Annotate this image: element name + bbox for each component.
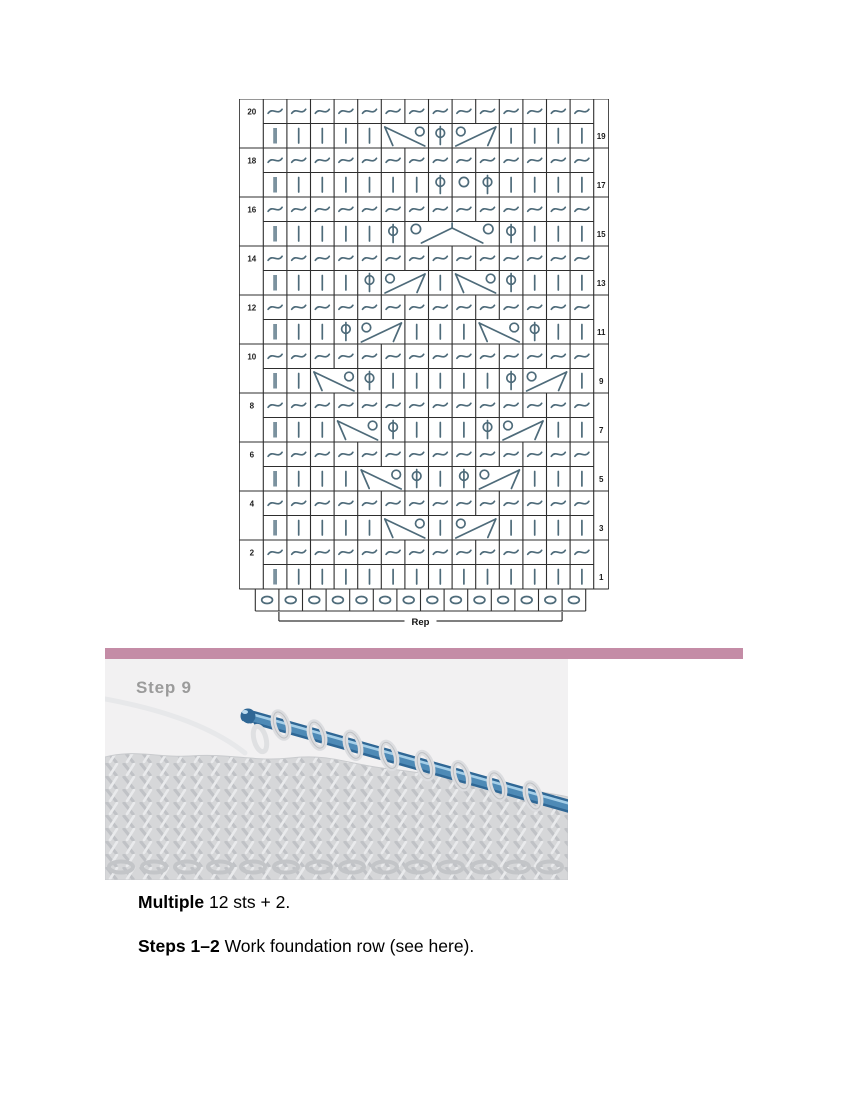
svg-text:14: 14 — [247, 254, 257, 264]
svg-text:11: 11 — [596, 327, 606, 337]
instruction-text-multiple: 12 sts + 2. — [204, 892, 291, 912]
svg-text:1: 1 — [598, 572, 604, 582]
instruction-steps — [138, 936, 758, 957]
svg-text:19: 19 — [596, 131, 606, 141]
svg-text:7: 7 — [598, 425, 604, 435]
svg-text:17: 17 — [596, 180, 606, 190]
svg-text:13: 13 — [596, 278, 606, 288]
svg-text:8: 8 — [249, 401, 255, 411]
svg-text:12: 12 — [247, 303, 257, 313]
repeat-label: Rep — [411, 617, 430, 628]
svg-text:3: 3 — [598, 523, 604, 533]
instruction-lead-multiple: Multiple — [138, 892, 205, 912]
svg-text:15: 15 — [596, 229, 606, 239]
stitch-chart-svg — [239, 99, 609, 635]
svg-text:20: 20 — [247, 107, 257, 117]
instructions-block — [138, 892, 758, 980]
svg-text:5: 5 — [598, 474, 604, 484]
svg-text:9: 9 — [598, 376, 604, 386]
svg-text:2: 2 — [249, 548, 255, 558]
svg-text:6: 6 — [249, 450, 255, 460]
svg-text:4: 4 — [249, 499, 255, 509]
svg-text:18: 18 — [247, 156, 257, 166]
stitch-chart — [239, 99, 609, 635]
step-photo — [105, 659, 568, 880]
step-caption: Step 9 — [136, 678, 192, 697]
svg-text:10: 10 — [247, 352, 257, 362]
instruction-text-steps: Work foundation row (see here). — [219, 936, 475, 956]
section-divider — [105, 648, 743, 659]
svg-text:16: 16 — [247, 205, 257, 215]
instruction-lead-steps: Steps 1–2 — [138, 936, 220, 956]
instruction-multiple — [138, 892, 758, 913]
